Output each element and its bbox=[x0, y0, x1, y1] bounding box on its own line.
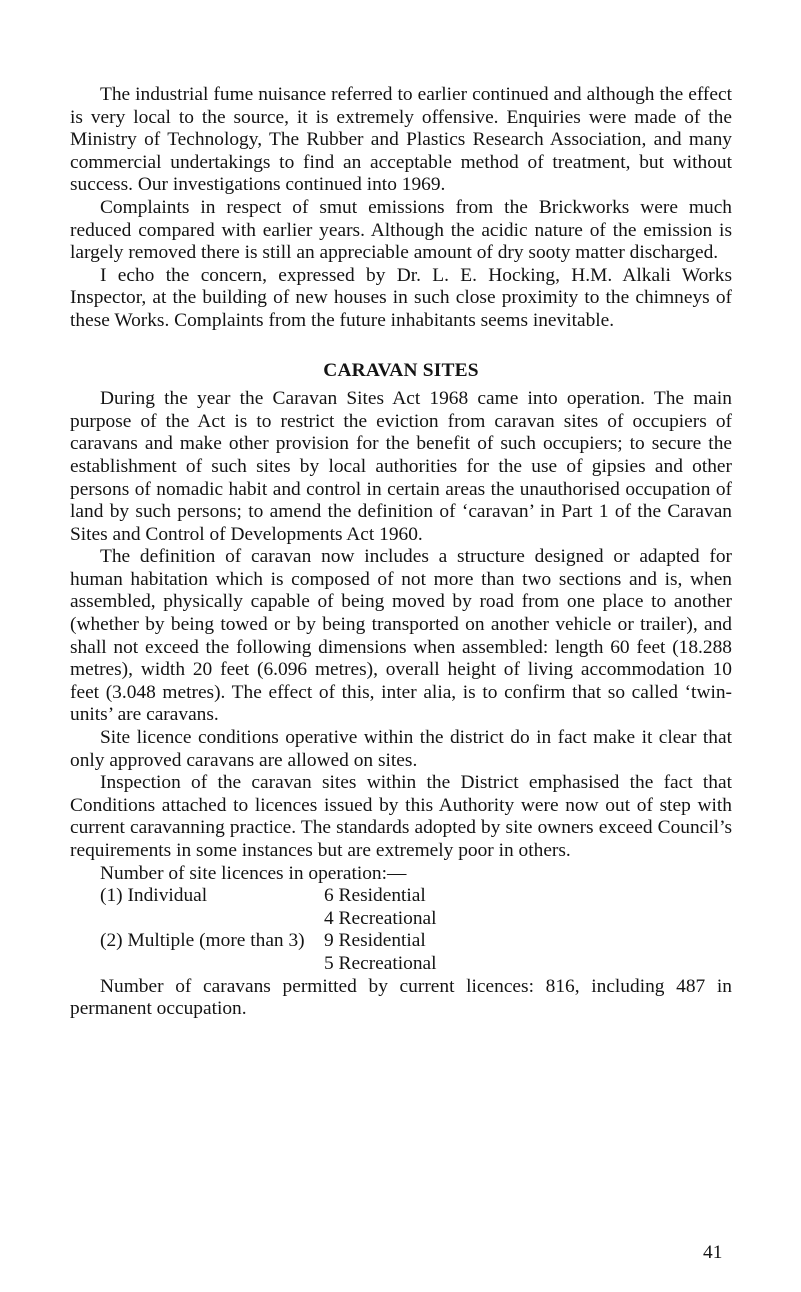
licence-recreational: 5 Recreational bbox=[324, 952, 437, 974]
licence-category: (2) Multiple (more than 3) bbox=[100, 930, 305, 952]
licence-residential: 9 Residential bbox=[324, 930, 426, 952]
paragraph-caravan-act: During the year the Caravan Sites Act 1968 came into operation. The main purpose of the Act is to restrict the eviction from caravan sites of occupiers of caravans and make other provision for the benefit of such occupiers; to secure the establishment of such sites by local authorities for the use of gipsies and other persons of nomadic habit and control in certain areas the unauthorised occupation of land by such persons; to amend the definition of ‘caravan’ in Part 1 of the Caravan Sites and Control of Developments Act 1960. bbox=[70, 388, 732, 545]
licence-row bbox=[100, 908, 437, 931]
page-number: 41 bbox=[703, 1242, 723, 1263]
licences-intro: Number of site licences in operation:— bbox=[100, 862, 407, 884]
paragraph-inspection: Inspection of the caravan sites within the District emphasised the fact that Conditions attached to licences issued by this Authority were now out of step with current caravanning practice. The standards adopted by site owners exceed Council’s requirements in some instances but are extremely poor in others. bbox=[70, 772, 732, 861]
licence-row bbox=[100, 953, 437, 976]
paragraph-fume-nuisance: The industrial fume nuisance referred to earlier continued and although the effect is very local to the source, it is extremely offensive. Enquiries were made of the Ministry of Technology, The Rubber and Plastics Research Association, and many commercial undertakings to find an acceptable method of treatment, but without success. Our investigations continued into 1969. bbox=[70, 84, 732, 196]
paragraph-caravan-definition: The definition of caravan now includes a structure designed or adapted for human habitation which is composed of not more than two sections and is, when assembled, physically capable of being moved by road from one place to another (whether by being towed or by being transported on another vehicle or trailer), and shall not exceed the following dimensions when assembled: length 60 feet (18.288 metres), width 20 feet (6.096 metres), overall height of living accommodation 10 feet (3.048 metres). The effect of this, inter alia, is to confirm that so called ‘twin-units’ are caravans. bbox=[70, 546, 732, 726]
paragraph-site-licence-conditions: Site licence conditions operative within the district do in fact make it clear that only approved caravans are allowed on sites. bbox=[70, 727, 732, 771]
licence-row bbox=[100, 930, 437, 953]
section-heading-caravan-sites: CARAVAN SITES bbox=[323, 359, 479, 381]
document-page bbox=[70, 84, 732, 1021]
paragraph-smut-emissions: Complaints in respect of smut emissions from the Brickworks were much reduced compared with earlier years. Although the acidic nature of the emission is largely removed there is still an appreciable amount of dry sooty matter discharged. bbox=[70, 196, 732, 264]
licence-residential: 6 Residential bbox=[324, 885, 426, 907]
paragraph-alkali-inspector: I echo the concern, expressed by Dr. L. E. Hocking, H.M. Alkali Works Inspector, at the building of new houses in such close proximity to the chimneys of these Works. Complaints from the future inhabitants seems inevitable. bbox=[70, 264, 732, 331]
licence-row bbox=[100, 885, 437, 908]
licence-table bbox=[100, 885, 437, 975]
licence-category: (1) Individual bbox=[100, 885, 208, 907]
licence-recreational: 4 Recreational bbox=[324, 907, 437, 929]
paragraph-caravans-permitted: Number of caravans permitted by current licences: 816, including 487 in permanent occupation. bbox=[70, 975, 732, 1020]
